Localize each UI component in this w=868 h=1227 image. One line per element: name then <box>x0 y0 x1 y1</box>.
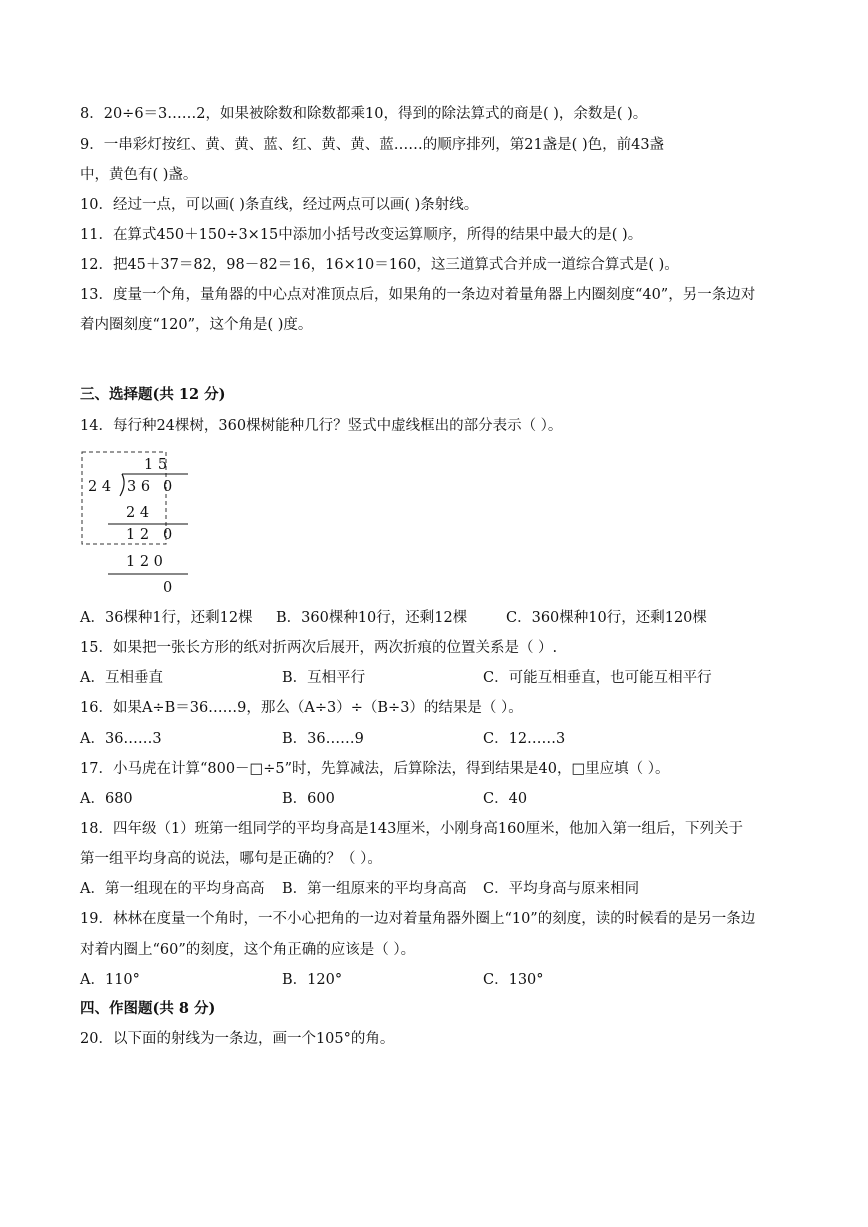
question-14: 14．每行种24棵树，360棵树能种几行？竖式中虚线框出的部分表示（ ）。 <box>80 418 563 434</box>
question-15: 15．如果把一张长方形的纸对折两次后展开，两次折痕的位置关系是（ ）. <box>80 640 558 656</box>
q14-option-c[interactable]: C．360棵种10行，还剩120棵 <box>506 610 707 626</box>
q16-option-b[interactable]: B．36……9 <box>282 731 364 747</box>
q14-option-b[interactable]: B．360棵种10行，还剩12棵 <box>276 610 468 626</box>
question-20: 20．以下面的射线为一条边，画一个105°的角。 <box>80 1031 395 1047</box>
question-13-line1: 13．度量一个角，量角器的中心点对准顶点后，如果角的一条边对着量角器上内圈刻度“40”，另一条边对 <box>80 287 756 303</box>
question-17: 17．小马虎在计算“800－□÷5”时，先算减法，后算除法，得到结果是40，□里应填（ ）。 <box>80 761 670 777</box>
question-19-line1: 19．林林在度量一个角时，一不小心把角的一边对着量角器外圈上“10”的刻度，读的时候看的是另一条边 <box>80 911 756 927</box>
q15-option-a[interactable]: A．互相垂直 <box>80 670 163 686</box>
question-8: 8．20÷6＝3……2，如果被除数和除数都乘10，得到的除法算式的商是( )，余数是( )。 <box>80 106 648 122</box>
question-11: 11．在算式450＋150÷3×15中添加小括号改变运算顺序，所得的结果中最大的是( )。 <box>80 227 643 243</box>
q19-option-a[interactable]: A．110° <box>80 972 140 988</box>
question-9-line1: 9．一串彩灯按红、黄、黄、蓝、红、黄、黄、蓝……的顺序排列，第21盏是( )色，前43盏 <box>80 137 665 153</box>
division-bracket <box>120 474 124 496</box>
question-12: 12．把45＋37＝82，98－82＝16，16×10＝160，这三道算式合并成一道综合算式是( )。 <box>80 257 679 273</box>
long-division-diagram <box>78 450 198 600</box>
quotient: 1 5 <box>144 457 168 473</box>
question-16: 16．如果A÷B＝36……9，那么（A÷3）÷（B÷3）的结果是（ ）。 <box>80 700 523 716</box>
final-remainder: 0 <box>163 580 173 596</box>
step1-product: 2 4 <box>126 505 150 521</box>
step1-remainder: 1 2 <box>126 527 150 543</box>
q15-option-c[interactable]: C．可能互相垂直，也可能互相平行 <box>483 670 712 686</box>
step2-product: 1 2 0 <box>126 554 163 570</box>
q18-option-c[interactable]: C．平均身高与原来相同 <box>483 881 640 897</box>
q14-option-a[interactable]: A．36棵种1行，还剩12棵 <box>80 610 253 626</box>
q19-option-c[interactable]: C．130° <box>483 972 544 988</box>
dividend-extra-digit: 0 <box>163 479 173 495</box>
q16-option-c[interactable]: C．12……3 <box>483 731 566 747</box>
question-18-line2: 第一组平均身高的说法，哪句是正确的？（ ）。 <box>80 851 382 867</box>
question-9-line2: 中，黄色有( )盏。 <box>80 167 198 183</box>
q15-option-b[interactable]: B．互相平行 <box>282 670 366 686</box>
section-4-heading: 四、作图题(共 8 分) <box>80 1000 216 1017</box>
q17-option-a[interactable]: A．680 <box>80 791 133 807</box>
q16-option-a[interactable]: A．36……3 <box>80 731 162 747</box>
q17-option-b[interactable]: B．600 <box>282 791 335 807</box>
q18-option-b[interactable]: B．第一组原来的平均身高高 <box>282 881 467 897</box>
divisor: 2 4 <box>88 479 112 495</box>
question-18-line1: 18．四年级（1）班第一组同学的平均身高是143厘米，小刚身高160厘米，他加入第一组后，下列关于 <box>80 821 744 837</box>
question-19-line2: 对着内圈上“60”的刻度，这个角正确的应该是（ ）。 <box>80 942 416 958</box>
q17-option-c[interactable]: C．40 <box>483 791 528 807</box>
q18-option-a[interactable]: A．第一组现在的平均身高高 <box>80 881 265 897</box>
q19-option-b[interactable]: B．120° <box>282 972 343 988</box>
question-10: 10．经过一点，可以画( )条直线，经过两点可以画( )条射线。 <box>80 197 479 213</box>
section-3-heading: 三、选择题(共 12 分) <box>80 386 226 403</box>
step1-remainder-extra-digit: 0 <box>163 527 173 543</box>
dividend: 3 6 <box>127 479 151 495</box>
question-13-line2: 着内圈刻度“120”，这个角是( )度。 <box>80 317 313 333</box>
